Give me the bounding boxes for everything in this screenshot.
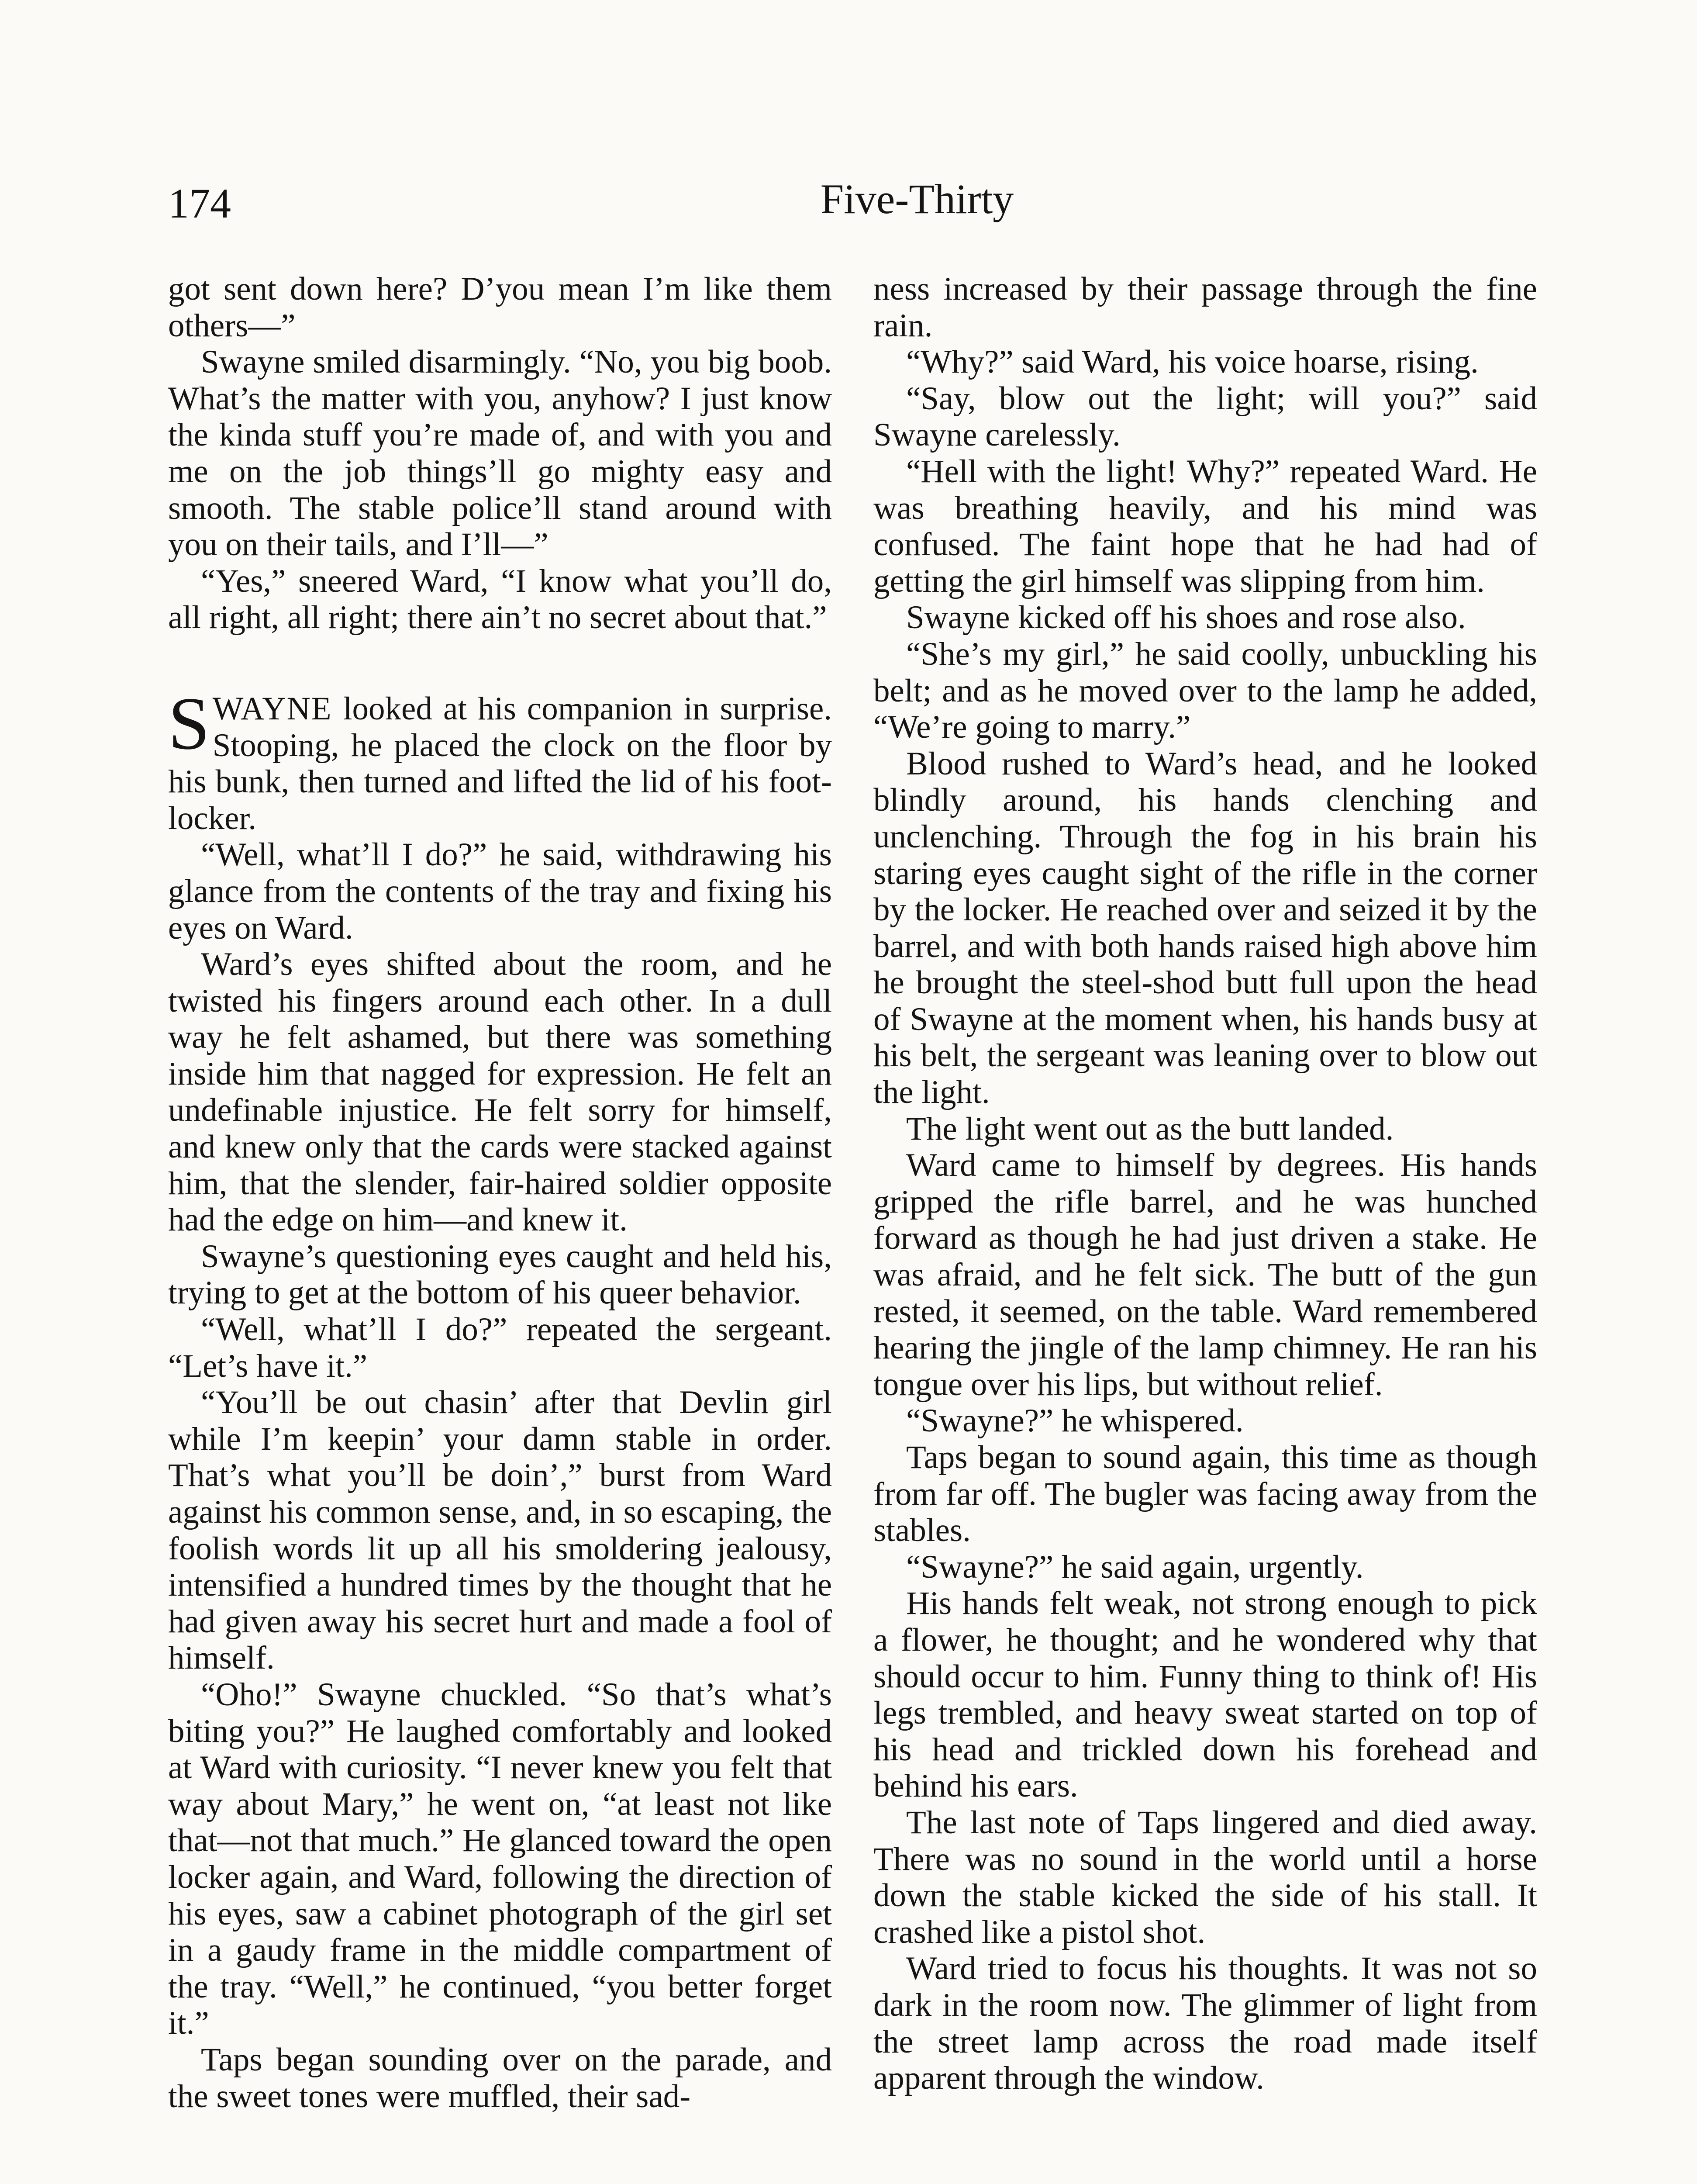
- paragraph: His hands felt weak, not strong enough to pick a flower, he thought; and he wondered why that should occur to him. Funny thing to think of! His legs trembled, and heavy sweat started on top of his head and trickled down his forehead and behind his ears.: [873, 1585, 1537, 1804]
- paragraph: “Say, blow out the light; will you?” said Swayne carelessly.: [873, 380, 1537, 453]
- paragraph: “Swayne?” he said again, urgently.: [906, 1548, 1364, 1585]
- paragraph: “You’ll be out chasin’ after that Devlin girl while I’m keepin’ your damn stable in order. That’s what you’ll be doin’,” burst from Ward against his common sense, and, in so escaping, the foolish words lit up all his smoldering jealousy, intensified a hundred times by the thought that he had given away his secret hurt and made a fool of himself.: [168, 1384, 832, 1676]
- paragraph: Taps began sounding over on the parade, and the sweet tones were muffled, their sad-: [168, 2041, 832, 2115]
- paragraph-text: looked at his companion in surprise. Stooping, he placed the clock on the floor by his bunk, then turned and lifted the lid of his foot-locker.: [168, 690, 832, 836]
- paragraph: Ward tried to focus his thoughts. It was not so dark in the room now. The glimmer of light from the street lamp across the road made itself apparent through the window.: [873, 1950, 1537, 2097]
- section-break: [168, 636, 832, 691]
- paragraph: “Well, what’ll I do?” he said, withdrawing his glance from the contents of the tray and fixing his eyes on Ward.: [168, 836, 832, 946]
- paragraph: Taps began to sound again, this time as though from far off. The bugler was facing away from the stables.: [873, 1439, 1537, 1549]
- paragraph: Ward came to himself by degrees. His hands gripped the rifle barrel, and he was hunched forward as though he had just driven a stake. He was afraid, and he felt sick. The butt of the gun rested, it seemed, on the table. Ward remembered hearing the jingle of the lamp chimney. He ran his tongue over his lips, but without relief.: [873, 1147, 1537, 1403]
- running-title: Five-Thirty: [820, 176, 1014, 222]
- paragraph: Swayne’s questioning eyes caught and held his, trying to get at the bottom of his queer behavior.: [168, 1238, 832, 1311]
- paragraph: Swayne smiled disarmingly. “No, you big boob. What’s the matter with you, anyhow? I just know the kinda stuff you’re made of, and with you and me on the job things’ll go mighty easy and smooth. The stable police’ll stand around with you on their tails, and I’ll—”: [168, 344, 832, 563]
- paragraph: “Hell with the light! Why?” repeated Ward. He was breathing heavily, and his mind was confused. The faint hope that he had had of getting the girl himself was slipping from him.: [873, 453, 1537, 599]
- paragraph: “Why?” said Ward, his voice hoarse, rising.: [906, 344, 1479, 380]
- paragraph: got sent down here? D’you mean I’m like them others—”: [168, 271, 832, 344]
- paragraph: “She’s my girl,” he said coolly, unbuckling his belt; and as he moved over to the lamp he added, “We’re going to marry.”: [873, 636, 1537, 746]
- paragraph: The last note of Taps lingered and died away. There was no sound in the world until a horse down the stable kicked the side of his stall. It crashed like a pistol shot.: [873, 1804, 1537, 1950]
- page-number: 174: [168, 180, 231, 227]
- left-text-column: [168, 271, 832, 2115]
- paragraph: Swayne kicked off his shoes and rose also.: [906, 599, 1466, 636]
- paragraph: “Well, what’ll I do?” repeated the sergeant. “Let’s have it.”: [168, 1311, 832, 1384]
- paragraph: Blood rushed to Ward’s head, and he looked blindly around, his hands clenching and unclenching. Through the fog in his brain his staring eyes caught sight of the rifle in the corner by the locker. He reached over and seized it by the barrel, and with both hands raised high above him he brought the steel-shod butt full upon the head of Swayne at the moment when, his hands busy at his belt, the sergeant was leaning over to blow out the light.: [873, 745, 1537, 1111]
- drop-cap: S: [168, 682, 210, 765]
- paragraph-with-drop-cap: [168, 682, 832, 836]
- paragraph: Ward’s eyes shifted about the room, and he twisted his fingers around each other. In a dull way he felt ashamed, but there was something inside him that nagged for expression. He felt an undefinable injustice. He felt sorry for himself, and knew only that the cards were stacked against him, that the slender, fair-haired soldier opposite had the edge on him—and knew it.: [168, 946, 832, 1238]
- paragraph: The light went out as the butt landed.: [906, 1110, 1394, 1147]
- paragraph: ness increased by their passage through the fine rain.: [873, 271, 1537, 344]
- paragraph: “Oho!” Swayne chuckled. “So that’s what’s biting you?” He laughed comfortably and looked at Ward with curiosity. “I never knew you felt that way about Mary,” he went on, “at least not like that—not that much.” He glanced toward the open locker again, and Ward, following the direction of his eyes, saw a cabinet photograph of the girl set in a gaudy frame in the middle compartment of the tray. “Well,” he continued, “you better forget it.”: [168, 1676, 832, 2042]
- small-caps-lead: WAYNE: [212, 690, 332, 727]
- paragraph: “Swayne?” he whispered.: [906, 1403, 1244, 1439]
- right-text-column: [873, 271, 1537, 2097]
- paragraph: “Yes,” sneered Ward, “I know what you’ll do, all right, all right; there ain’t no secret about that.”: [168, 563, 832, 636]
